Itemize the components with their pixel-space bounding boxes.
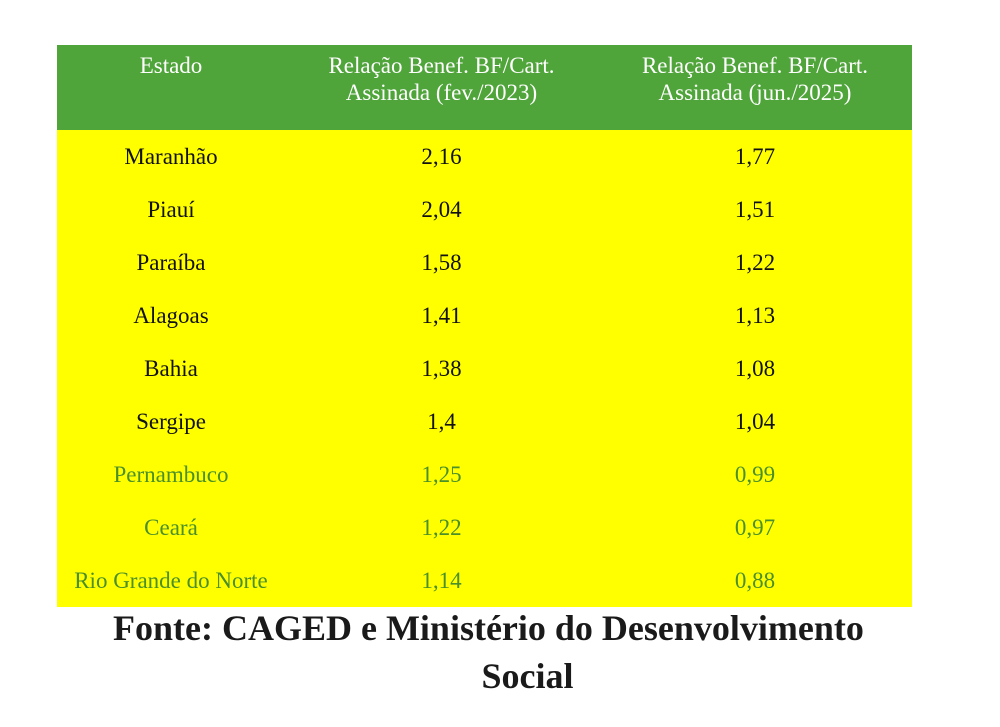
- header-estado: [57, 45, 285, 130]
- cell-fev2023: 1,58: [421, 249, 462, 275]
- table-row: [57, 395, 912, 448]
- table-row: [57, 342, 912, 395]
- cell-estado: Ceará: [144, 514, 198, 540]
- header-jun2025-line2: Assinada (jun./2025): [658, 80, 852, 105]
- table-row: [57, 501, 912, 554]
- table-header: [57, 45, 912, 130]
- table-body: [57, 130, 912, 607]
- header-fev2023: [285, 45, 598, 130]
- cell-estado: Sergipe: [136, 408, 206, 434]
- cell-jun2025: 0,99: [734, 461, 776, 487]
- cell-fev2023: 1,41: [421, 302, 462, 328]
- cell-estado: Rio Grande do Norte: [74, 567, 268, 593]
- header-row: [57, 45, 912, 130]
- header-estado-line1: Estado: [139, 53, 203, 78]
- cell-estado: Piauí: [147, 196, 195, 222]
- header-jun2025-line1: Relação Benef. BF/Cart.: [641, 53, 869, 78]
- cell-jun2025: 0,88: [734, 567, 776, 593]
- cell-fev2023: 1,22: [421, 514, 462, 540]
- cell-jun2025: 0,97: [734, 514, 776, 540]
- table-row: [57, 130, 912, 183]
- cell-jun2025: 1,08: [734, 355, 776, 381]
- table-row: [57, 448, 912, 501]
- cell-jun2025: 1,13: [734, 302, 776, 328]
- cell-jun2025: 1,22: [734, 249, 776, 275]
- cell-fev2023: 2,16: [421, 143, 462, 169]
- cell-estado: Maranhão: [124, 143, 218, 169]
- header-fev2023-line2: Assinada (fev./2023): [345, 80, 538, 105]
- data-table-container: [57, 45, 912, 607]
- cell-estado: Paraíba: [136, 249, 206, 275]
- table-row: [57, 289, 912, 342]
- cell-estado: Alagoas: [133, 302, 209, 328]
- cell-fev2023: 1,38: [421, 355, 462, 381]
- table-row: [57, 236, 912, 289]
- cell-jun2025: 1,51: [734, 196, 776, 222]
- cell-estado: Bahia: [144, 355, 198, 381]
- table-row: [57, 554, 912, 607]
- source-line-1: Fonte: CAGED e Ministério do Desenvolvimento: [113, 608, 864, 648]
- cell-fev2023: 1,4: [427, 408, 456, 434]
- header-fev2023-line1: Relação Benef. BF/Cart.: [328, 53, 555, 78]
- cell-jun2025: 1,04: [734, 408, 776, 434]
- data-table: [57, 45, 912, 607]
- cell-jun2025: 1,77: [734, 143, 776, 169]
- cell-fev2023: 2,04: [421, 196, 462, 222]
- cell-fev2023: 1,25: [421, 461, 462, 487]
- cell-estado: Pernambuco: [113, 461, 229, 487]
- table-row: [57, 183, 912, 236]
- source-line-2: Social: [481, 656, 574, 696]
- cell-fev2023: 1,14: [421, 567, 462, 593]
- header-jun2025: [598, 45, 912, 130]
